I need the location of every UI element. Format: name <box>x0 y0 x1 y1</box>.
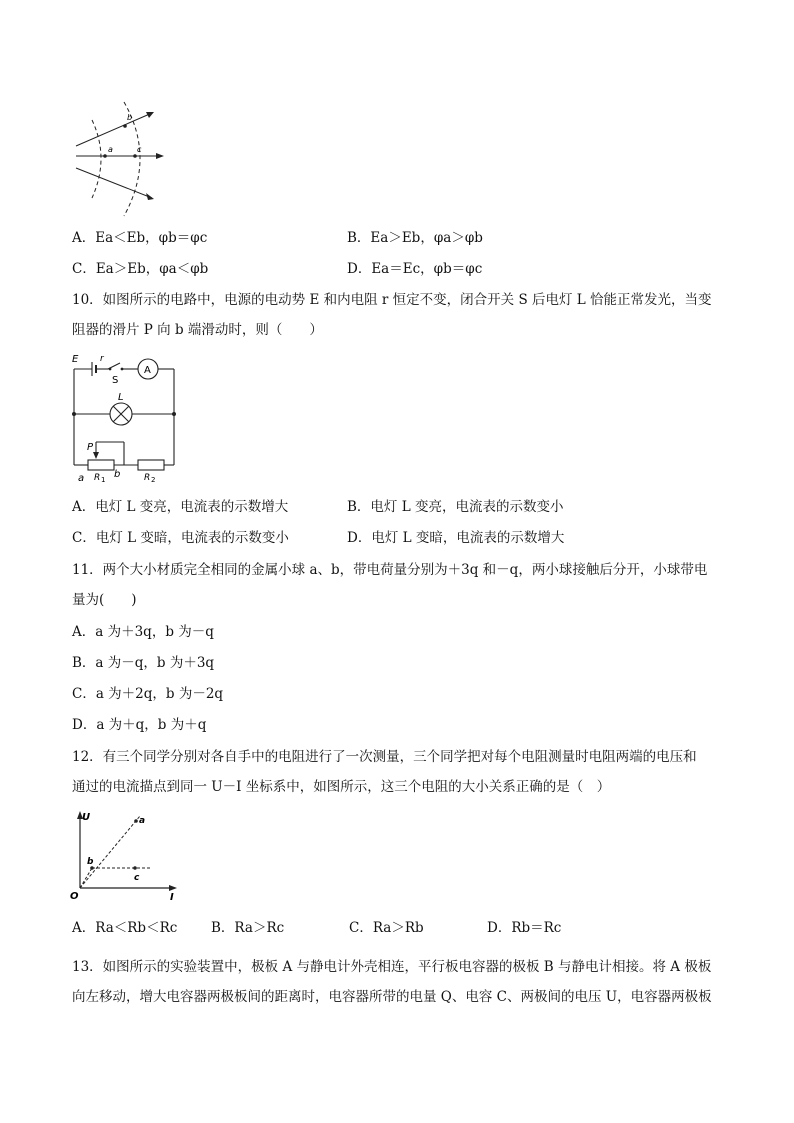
line-oc <box>80 868 92 888</box>
q9-option-a: A．Ea＜Eb，φb＝φc <box>72 230 208 246</box>
q12-option-c: C．Ra＞Rb <box>349 920 424 936</box>
field-line-top <box>76 113 152 146</box>
point-c <box>133 866 137 870</box>
label-s: S <box>112 375 119 386</box>
q12-option-b: B．Ra＞Rc <box>211 920 285 936</box>
q11-option-c: C．a 为＋2q，b 为－2q <box>72 686 224 702</box>
q10-option-c: C．电灯 L 变暗，电流表的示数变小 <box>72 530 289 546</box>
q10-circuit-diagram <box>68 352 183 482</box>
field-line-bottom <box>76 168 152 198</box>
q11-option-b: B．a 为－q，b 为＋3q <box>72 655 215 671</box>
line-oa <box>80 816 140 888</box>
label-a: a <box>108 145 113 154</box>
q10-option-b: B．电灯 L 变亮，电流表的示数变小 <box>347 499 564 515</box>
q12-stem-line1: 12．有三个同学分别对各自手中的电阻进行了一次测量，三个同学把对每个电阻测量时电阻两端的电压和 <box>72 749 697 765</box>
q10-stem-line1: 10．如图所示的电路中，电源的电动势 E 和内电阻 r 恒定不变，闭合开关 S 后电灯 L 恰能正常发光，当变 <box>72 292 712 308</box>
q12-ui-graph <box>68 808 183 900</box>
label-pt-c: c <box>134 873 140 883</box>
label-r1-sub: 1 <box>101 476 106 482</box>
q12-option-a: A．Ra＜Rb＜Rc <box>72 920 178 936</box>
point-a <box>134 819 138 823</box>
label-r2: R <box>144 473 151 482</box>
label-pt-b: b <box>87 857 94 867</box>
q10-stem-line2: 阻器的滑片 P 向 b 端滑动时，则（ ） <box>72 322 323 338</box>
resistor-r2 <box>138 460 164 470</box>
point-b <box>123 124 127 128</box>
rheostat-r1 <box>88 460 114 470</box>
label-b: b <box>127 113 133 122</box>
label-pt-a: a <box>139 816 146 826</box>
label-r2-sub: 2 <box>151 476 156 482</box>
label-o: O <box>70 891 79 900</box>
q11-option-a: A．a 为＋3q，b 为－q <box>72 624 214 640</box>
label-e: E <box>72 354 79 365</box>
label-r: r <box>100 354 104 364</box>
label-i: I <box>170 892 174 900</box>
q9-field-diagram <box>70 100 180 220</box>
label-u: U <box>82 812 91 823</box>
label-a-terminal: a <box>78 473 85 482</box>
label-l: L <box>118 392 124 403</box>
q11-stem-line2: 量为( ) <box>72 592 137 608</box>
q10-option-d: D．电灯 L 变暗，电流表的示数增大 <box>347 530 565 546</box>
equipotential-arc-left <box>92 120 101 198</box>
q10-option-a: A．电灯 L 变亮，电流表的示数增大 <box>72 499 289 515</box>
q12-option-d: D．Rb＝Rc <box>487 920 562 936</box>
q9-option-c: C．Ea＞Eb，φa＜φb <box>72 261 209 277</box>
label-c: c <box>137 145 142 154</box>
q9-option-d: D．Ea＝Ec，φb＝φc <box>347 261 483 277</box>
point-a <box>103 154 107 158</box>
q13-stem-line2: 向左移动，增大电容器两极板间的距离时，电容器所带的电量 Q、电容 C、两极间的电压 U，电容器两极板 <box>72 989 712 1005</box>
q11-option-d: D．a 为＋q，b 为＋q <box>72 717 207 733</box>
q13-stem-line1: 13．如图所示的实验装置中，极板 A 与静电计外壳相连，平行板电容器的极板 B 与静电计相接。将 A 极板 <box>72 959 712 975</box>
label-p: P <box>87 442 94 453</box>
q11-stem-line1: 11．两个大小材质完全相同的金属小球 a、b，带电荷量分别为＋3q 和－q，两小球接触后分开，小球带电 <box>72 562 708 578</box>
label-r1: R <box>94 473 101 482</box>
point-c <box>133 154 137 158</box>
q12-stem-line2: 通过的电流描点到同一 U－I 坐标系中，如图所示，这三个电阻的大小关系正确的是（ ） <box>72 779 611 795</box>
label-ammeter: A <box>144 365 151 376</box>
label-b-terminal: b <box>114 469 121 480</box>
q9-option-b: B．Ea＞Eb，φa＞φb <box>347 230 483 246</box>
slider-p-arrow <box>93 452 99 459</box>
